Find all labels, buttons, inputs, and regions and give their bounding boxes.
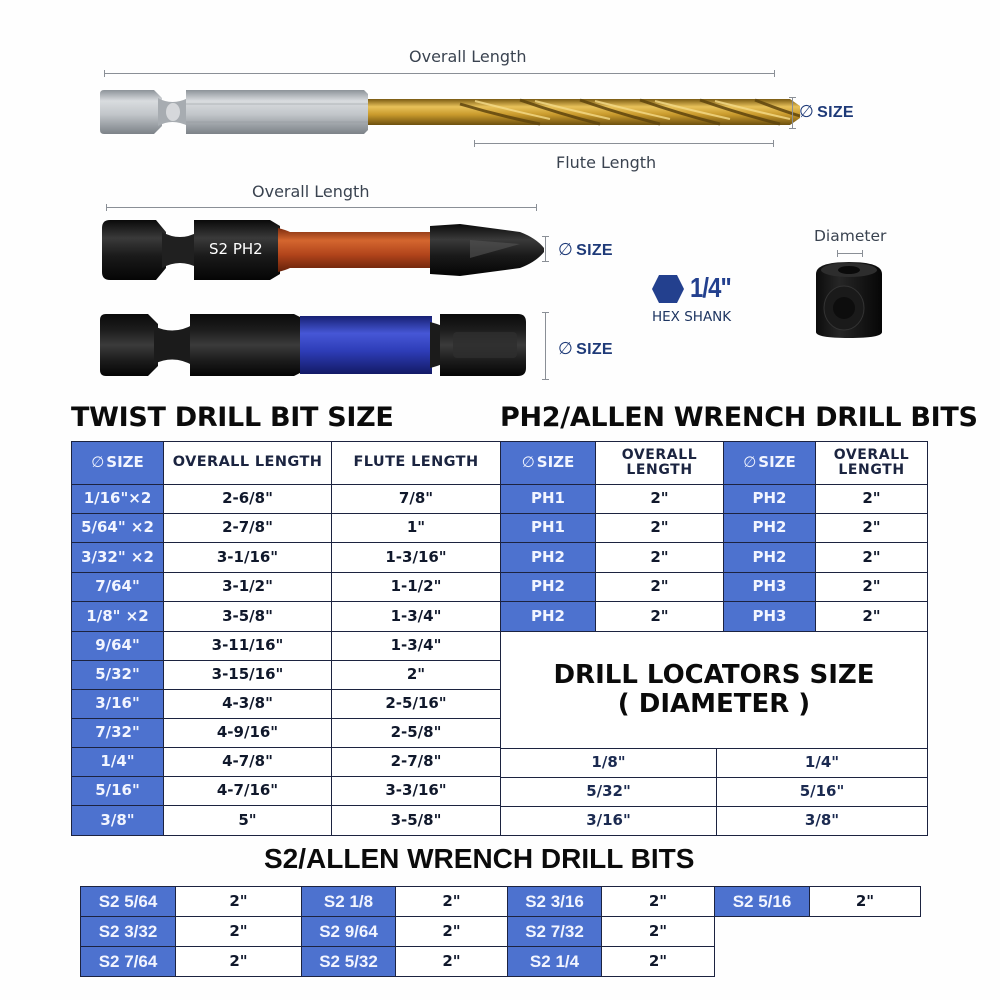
ph2-row-1-size-b: PH2 bbox=[723, 484, 816, 514]
twist-row-5-overall: 3-5/8" bbox=[163, 601, 332, 632]
header-text: OVERALL bbox=[621, 447, 698, 464]
twist-drill-bit-image bbox=[100, 86, 828, 138]
s2-g1-row-2-len: 2" bbox=[175, 916, 302, 947]
s2-g3-row-2-size: S2 7/32 bbox=[507, 916, 602, 947]
twist-row-4-overall: 3-1/2" bbox=[163, 572, 332, 602]
ph2-row-2-size-b: PH2 bbox=[723, 513, 816, 543]
twist-header-size bbox=[71, 441, 164, 485]
ph2-bit-image bbox=[100, 218, 556, 282]
ph2-header-size-a bbox=[500, 441, 596, 485]
diameter-icon: ∅ bbox=[799, 102, 815, 121]
ph2-header-length-a bbox=[595, 441, 724, 485]
twist-row-7-overall: 3-15/16" bbox=[163, 660, 332, 690]
s2-g4-row-1-len: 2" bbox=[809, 886, 921, 917]
s2-g2-row-2-size: S2 9/64 bbox=[301, 916, 396, 947]
drill-locator-image bbox=[814, 260, 884, 340]
allen-bit-image bbox=[98, 312, 530, 378]
s2-g1-row-2-size: S2 3/32 bbox=[80, 916, 176, 947]
locator-row-1-a: 1/8" bbox=[500, 748, 717, 778]
header-text: OVERALL bbox=[833, 447, 910, 464]
s2-g1-row-3-len: 2" bbox=[175, 946, 302, 977]
twist-overall-length-label: Overall Length bbox=[409, 47, 527, 66]
s2-g2-row-1-len: 2" bbox=[395, 886, 508, 917]
twist-row-10-flute: 2-7/8" bbox=[331, 747, 501, 777]
twist-header-overall: OVERALL LENGTH bbox=[163, 441, 332, 485]
twist-header-flute: FLUTE LENGTH bbox=[331, 441, 501, 485]
locator-diameter-line bbox=[837, 253, 863, 254]
twist-row-12-size: 3/8" bbox=[71, 805, 164, 836]
title-line: ( DIAMETER ) bbox=[617, 689, 811, 719]
s2-g1-row-3-size: S2 7/64 bbox=[80, 946, 176, 977]
twist-row-12-overall: 5" bbox=[163, 805, 332, 836]
ph2-row-5-len-a: 2" bbox=[595, 601, 724, 632]
twist-row-6-size: 9/64" bbox=[71, 631, 164, 661]
locator-row-2-b: 5/16" bbox=[716, 777, 928, 807]
twist-overall-length-line bbox=[104, 73, 775, 74]
s2-g3-row-1-size: S2 3/16 bbox=[507, 886, 602, 917]
ph2-size-label bbox=[558, 240, 613, 260]
ph2-diameter-line bbox=[545, 236, 546, 262]
twist-row-11-overall: 4-7/16" bbox=[163, 776, 332, 806]
ph2-row-3-size-a: PH2 bbox=[500, 542, 596, 573]
s2-g2-row-2-len: 2" bbox=[395, 916, 508, 947]
header-text: LENGTH bbox=[626, 462, 693, 478]
twist-row-9-size: 7/32" bbox=[71, 718, 164, 748]
locator-diameter-label: Diameter bbox=[814, 227, 887, 245]
ph2-row-1-len-a: 2" bbox=[595, 484, 724, 514]
twist-diameter-line bbox=[792, 97, 793, 129]
twist-size-label bbox=[799, 102, 854, 122]
twist-row-3-flute: 1-3/16" bbox=[331, 542, 501, 573]
ph2-row-3-len-b: 2" bbox=[815, 542, 928, 573]
ph2-row-4-size-a: PH2 bbox=[500, 572, 596, 602]
ph2-overall-length-line bbox=[106, 207, 537, 208]
ph2-row-5-len-b: 2" bbox=[815, 601, 928, 632]
twist-row-4-flute: 1-1/2" bbox=[331, 572, 501, 602]
ph2-row-4-len-b: 2" bbox=[815, 572, 928, 602]
s2-g3-row-3-len: 2" bbox=[601, 946, 715, 977]
header-text: SIZE bbox=[536, 453, 575, 472]
twist-row-11-flute: 3-3/16" bbox=[331, 776, 501, 806]
twist-row-1-size: 1/16"×2 bbox=[71, 484, 164, 514]
twist-row-3-size: 3/32" ×2 bbox=[71, 542, 164, 573]
twist-row-8-overall: 4-3/8" bbox=[163, 689, 332, 719]
diameter-icon: ∅ bbox=[558, 240, 574, 259]
s2-g2-row-1-size: S2 1/8 bbox=[301, 886, 396, 917]
ph2-row-5-size-a: PH2 bbox=[500, 601, 596, 632]
locator-row-3-a: 3/16" bbox=[500, 806, 717, 836]
twist-row-10-overall: 4-7/8" bbox=[163, 747, 332, 777]
allen-diameter-line bbox=[545, 312, 546, 380]
s2-g3-row-3-size: S2 1/4 bbox=[507, 946, 602, 977]
ph2-row-1-size-a: PH1 bbox=[500, 484, 596, 514]
twist-row-1-flute: 7/8" bbox=[331, 484, 501, 514]
twist-row-7-size: 5/32" bbox=[71, 660, 164, 690]
twist-row-3-overall: 3-1/16" bbox=[163, 542, 332, 573]
twist-row-9-flute: 2-5/8" bbox=[331, 718, 501, 748]
allen-size-label bbox=[558, 339, 613, 359]
flute-length-label: Flute Length bbox=[556, 153, 657, 172]
ph2-header-length-b bbox=[815, 441, 928, 485]
ph2-header-size-b bbox=[723, 441, 816, 485]
locator-row-1-b: 1/4" bbox=[716, 748, 928, 778]
twist-row-7-flute: 2" bbox=[331, 660, 501, 690]
twist-row-8-size: 3/16" bbox=[71, 689, 164, 719]
ph2-row-1-len-b: 2" bbox=[815, 484, 928, 514]
hex-shank-size: 1/4" bbox=[690, 272, 731, 303]
twist-row-2-size: 5/64" ×2 bbox=[71, 513, 164, 543]
twist-row-10-size: 1/4" bbox=[71, 747, 164, 777]
twist-row-9-overall: 4-9/16" bbox=[163, 718, 332, 748]
locator-table-title bbox=[500, 631, 928, 749]
s2-g1-row-1-size: S2 5/64 bbox=[80, 886, 176, 917]
twist-row-12-flute: 3-5/8" bbox=[331, 805, 501, 836]
ph2-row-4-len-a: 2" bbox=[595, 572, 724, 602]
s2-table-title: S2/ALLEN WRENCH DRILL BITS bbox=[264, 843, 695, 874]
ph2-row-3-size-b: PH2 bbox=[723, 542, 816, 573]
title-line: DRILL LOCATORS SIZE bbox=[553, 659, 875, 690]
hexagon-icon bbox=[651, 274, 685, 304]
size-text: SIZE bbox=[576, 341, 613, 358]
twist-row-6-flute: 1-3/4" bbox=[331, 631, 501, 661]
diameter-icon: ∅ bbox=[743, 453, 757, 472]
locator-row-2-a: 5/32" bbox=[500, 777, 717, 807]
diameter-icon: ∅ bbox=[521, 453, 535, 472]
ph2-engraving: S2 PH2 bbox=[209, 240, 263, 258]
twist-row-6-overall: 3-11/16" bbox=[163, 631, 332, 661]
s2-g3-row-1-len: 2" bbox=[601, 886, 715, 917]
ph2-table-title: PH2/ALLEN WRENCH DRILL BITS bbox=[500, 402, 978, 433]
diameter-icon: ∅ bbox=[91, 453, 105, 472]
s2-g2-row-3-size: S2 5/32 bbox=[301, 946, 396, 977]
ph2-row-3-len-a: 2" bbox=[595, 542, 724, 573]
ph2-overall-length-label: Overall Length bbox=[252, 182, 370, 201]
s2-g2-row-3-len: 2" bbox=[395, 946, 508, 977]
flute-length-line bbox=[474, 143, 774, 144]
header-text: LENGTH bbox=[838, 462, 905, 478]
s2-g3-row-2-len: 2" bbox=[601, 916, 715, 947]
header-text: SIZE bbox=[758, 453, 796, 472]
twist-row-5-flute: 1-3/4" bbox=[331, 601, 501, 632]
twist-row-2-overall: 2-7/8" bbox=[163, 513, 332, 543]
twist-row-2-flute: 1" bbox=[331, 513, 501, 543]
twist-row-1-overall: 2-6/8" bbox=[163, 484, 332, 514]
ph2-row-2-len-b: 2" bbox=[815, 513, 928, 543]
twist-row-5-size: 1/8" ×2 bbox=[71, 601, 164, 632]
s2-g4-row-1-size: S2 5/16 bbox=[714, 886, 810, 917]
hex-shank-label: HEX SHANK bbox=[652, 309, 732, 325]
size-text: SIZE bbox=[817, 104, 854, 121]
ph2-row-2-size-a: PH1 bbox=[500, 513, 596, 543]
ph2-row-4-size-b: PH3 bbox=[723, 572, 816, 602]
twist-row-11-size: 5/16" bbox=[71, 776, 164, 806]
header-text: SIZE bbox=[106, 453, 144, 472]
twist-table-title: TWIST DRILL BIT SIZE bbox=[71, 402, 394, 433]
locator-row-3-b: 3/8" bbox=[716, 806, 928, 836]
size-text: SIZE bbox=[576, 242, 613, 259]
s2-g1-row-1-len: 2" bbox=[175, 886, 302, 917]
diameter-icon: ∅ bbox=[558, 339, 574, 358]
twist-row-8-flute: 2-5/16" bbox=[331, 689, 501, 719]
ph2-row-2-len-a: 2" bbox=[595, 513, 724, 543]
twist-row-4-size: 7/64" bbox=[71, 572, 164, 602]
ph2-row-5-size-b: PH3 bbox=[723, 601, 816, 632]
